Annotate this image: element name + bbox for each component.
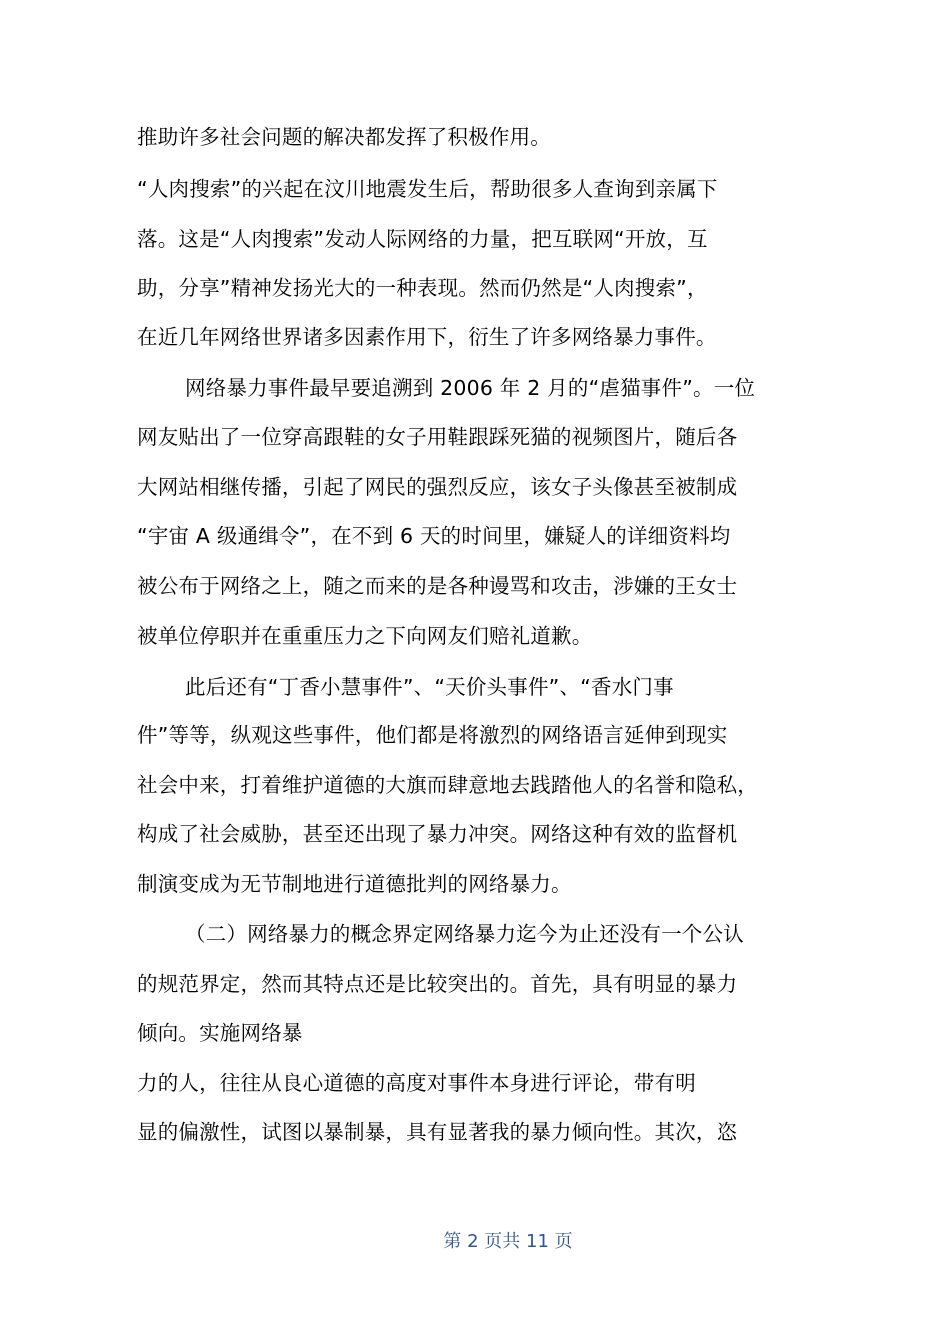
text-line: 社会中来，打着维护道德的大旗而肆意地去践踏他人的名誉和隐私， <box>137 773 758 797</box>
text-line: 大网站相继传播，引起了网民的强烈反应，该女子头像甚至被制成 <box>137 475 738 499</box>
text-line: 力的人，往往从良心道德的高度对事件本身进行评论，带有明 <box>137 1071 696 1095</box>
text-line: 被单位停职并在重重压力之下向网友们赔礼道歉。 <box>137 624 593 648</box>
text-line: “宇宙 A 级通缉令”，在不到 6 天的时间里，嫌疑人的详细资料均 <box>137 524 731 548</box>
text-line: 被公布于网络之上，随之而来的是各种谩骂和攻击，涉嫌的王女士 <box>137 574 738 598</box>
page-footer <box>0 1231 950 1253</box>
text-line: 网友贴出了一位穿高跟鞋的女子用鞋跟踩死猫的视频图片，随后各 <box>137 425 738 449</box>
text-line: 在近几年网络世界诸多因素作用下，衍生了许多网络暴力事件。 <box>137 325 717 349</box>
text-line: 推助许多社会问题的解决都发挥了积极作用。 <box>137 125 551 149</box>
text-line: 此后还有“丁香小慧事件”、“天价头事件”、“香水门事 <box>185 675 674 699</box>
text-line: 落。这是“人肉搜索”发动人际网络的力量，把互联网“开放，互 <box>137 227 708 251</box>
text-line: 制演变成为无节制地进行道德批判的网络暴力。 <box>137 872 572 896</box>
text-line: 倾向。实施网络暴 <box>137 1021 303 1045</box>
text-line: （二）网络暴力的概念界定网络暴力迄今为止还没有一个公认 <box>185 922 744 946</box>
text-line: 构成了社会威胁，甚至还出现了暴力冲突。网络这种有效的监督机 <box>137 822 738 846</box>
text-line: 网络暴力事件最早要追溯到 2006 年 2 月的“虐猫事件”。一位 <box>185 376 756 400</box>
text-line: 显的偏激性，试图以暴制暴，具有显著我的暴力倾向性。其次，恣 <box>137 1120 738 1144</box>
text-line: 的规范界定，然而其特点还是比较突出的。首先，具有明显的暴力 <box>137 972 738 996</box>
text-line: “人肉搜索”的兴起在汶川地震发生后，帮助很多人查询到亲属下 <box>137 177 718 201</box>
text-line: 件”等等，纵观这些事件，他们都是将激烈的网络语言延伸到现实 <box>137 723 728 747</box>
page-number-label: 第 2 页共 11 页 <box>443 1231 573 1252</box>
text-line: 助，分享”精神发扬光大的一种表现。然而仍然是“人肉搜索”， <box>137 276 708 300</box>
